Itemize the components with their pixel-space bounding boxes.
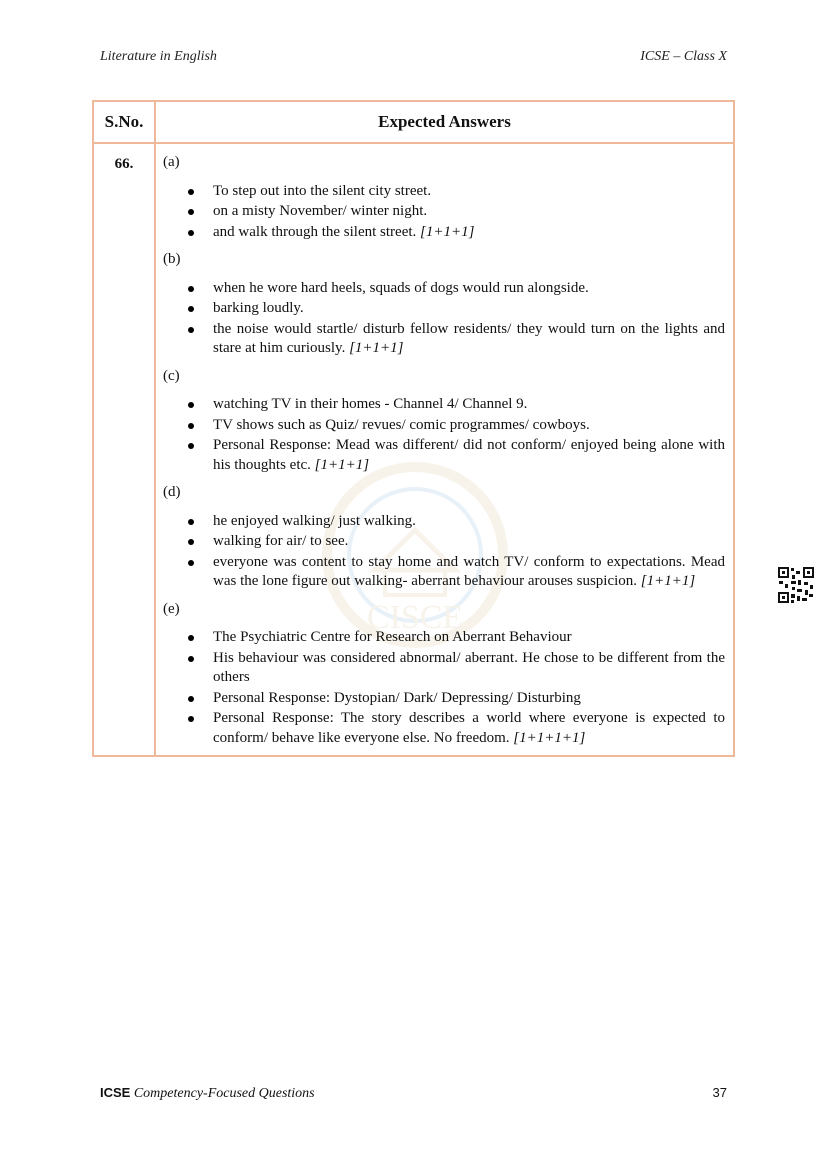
- list-item: [163, 223, 725, 243]
- answer-text: everyone was content to stay home and watch TV/ conform to expectations. Mead was the lone figure out walking- aberrant behaviour arouses suspicion.: [213, 553, 725, 589]
- list-item: [163, 628, 725, 648]
- watermark-text: CISCE: [366, 599, 464, 636]
- answer-text: Personal Response: Dystopian/ Dark/ Depressing/ Disturbing: [213, 689, 581, 706]
- answer-text: To step out into the silent city street.: [213, 182, 432, 199]
- page-number: 37: [712, 1085, 727, 1100]
- marks-allocation: [1+1+1]: [420, 223, 475, 240]
- answer-text: and walk through the silent street.: [213, 223, 417, 240]
- part-label-c: (c): [163, 367, 180, 384]
- answer-text: when he wore hard heels, squads of dogs would run alongside.: [213, 279, 589, 296]
- list-item: [163, 512, 725, 532]
- bullet-icon: [188, 539, 194, 545]
- list-item: [163, 416, 725, 436]
- answer-text: The Psychiatric Centre for Research on Aberrant Behaviour: [213, 629, 572, 645]
- answer-text: walking for air/ to see.: [213, 533, 349, 549]
- list-item: [163, 279, 725, 299]
- bullet-icon: [188, 402, 194, 408]
- list-item: [163, 182, 725, 202]
- answer-list-c: [163, 395, 725, 475]
- answer-text: he enjoyed walking/ just walking.: [213, 512, 416, 529]
- column-header-serial-number: S.No.: [93, 101, 155, 143]
- answer-text: on a misty November/ winter night.: [213, 203, 428, 219]
- list-item: [163, 649, 725, 688]
- marks-allocation: [1+1+1]: [349, 340, 404, 356]
- marks-allocation: [1+1+1]: [640, 573, 696, 589]
- list-item: [163, 395, 725, 415]
- bullet-icon: [188, 327, 194, 333]
- answer-text: Personal Response: The story describes a world where everyone is expected to conform/ behave like everyone else. No freedom.: [213, 710, 725, 746]
- bullet-icon: [188, 230, 194, 236]
- answer-list-b: [163, 279, 725, 359]
- part-label-e: (e): [163, 600, 180, 617]
- question-number: 66.: [93, 143, 155, 756]
- answer-text: barking loudly.: [213, 300, 304, 316]
- bullet-icon: [188, 443, 194, 449]
- answer-cell: [155, 143, 734, 756]
- answers-table: [92, 100, 735, 757]
- running-header-subject: Literature in English: [100, 49, 217, 64]
- answer-text: the noise would startle/ disturb fellow residents/ they would turn on the lights and stare at him curiously.: [213, 320, 725, 356]
- bullet-icon: [188, 423, 194, 429]
- list-item: [163, 532, 725, 552]
- list-item: [163, 709, 725, 748]
- marks-allocation: [1+1+1]: [314, 456, 370, 473]
- answer-list-d: [163, 512, 725, 592]
- list-item: [163, 436, 725, 475]
- answer-text: TV shows such as Quiz/ revues/ comic programmes/ cowboys.: [213, 416, 590, 433]
- answer-text: Personal Response: Mead was different/ did not conform/ enjoyed being alone with his thoughts etc.: [213, 437, 725, 473]
- bullet-icon: [188, 716, 194, 722]
- answer-text: watching TV in their homes - Channel 4/ Channel 9.: [213, 396, 528, 412]
- table-row: [93, 143, 734, 756]
- bullet-icon: [188, 560, 194, 566]
- answer-list-e: [163, 628, 725, 748]
- list-item: [163, 320, 725, 359]
- qr-code-icon[interactable]: [777, 566, 815, 604]
- list-item: [163, 299, 725, 319]
- footer-brand: ICSE: [100, 1085, 131, 1100]
- footer-subtitle: Competency-Focused Questions: [133, 1086, 315, 1101]
- part-label-d: (d): [163, 484, 181, 500]
- bullet-icon: [188, 189, 194, 195]
- bullet-icon: [188, 635, 194, 641]
- list-item: [163, 553, 725, 592]
- list-item: [163, 202, 725, 222]
- bullet-icon: [188, 696, 194, 702]
- bullet-icon: [188, 519, 194, 525]
- answer-text: His behaviour was considered abnormal/ aberrant. He chose to be different from the others: [213, 649, 725, 685]
- bullet-icon: [188, 286, 194, 292]
- part-label-a: (a): [163, 154, 180, 170]
- part-label-b: (b): [163, 251, 181, 267]
- column-header-expected-answers: Expected Answers: [155, 101, 734, 143]
- bullet-icon: [188, 306, 194, 312]
- list-item: [163, 689, 725, 709]
- footer-title: [100, 1085, 315, 1102]
- answer-list-a: [163, 182, 725, 243]
- bullet-icon: [188, 656, 194, 662]
- running-header-class: ICSE – Class X: [640, 49, 727, 64]
- bullet-icon: [188, 209, 194, 215]
- marks-allocation: [1+1+1+1]: [513, 729, 586, 746]
